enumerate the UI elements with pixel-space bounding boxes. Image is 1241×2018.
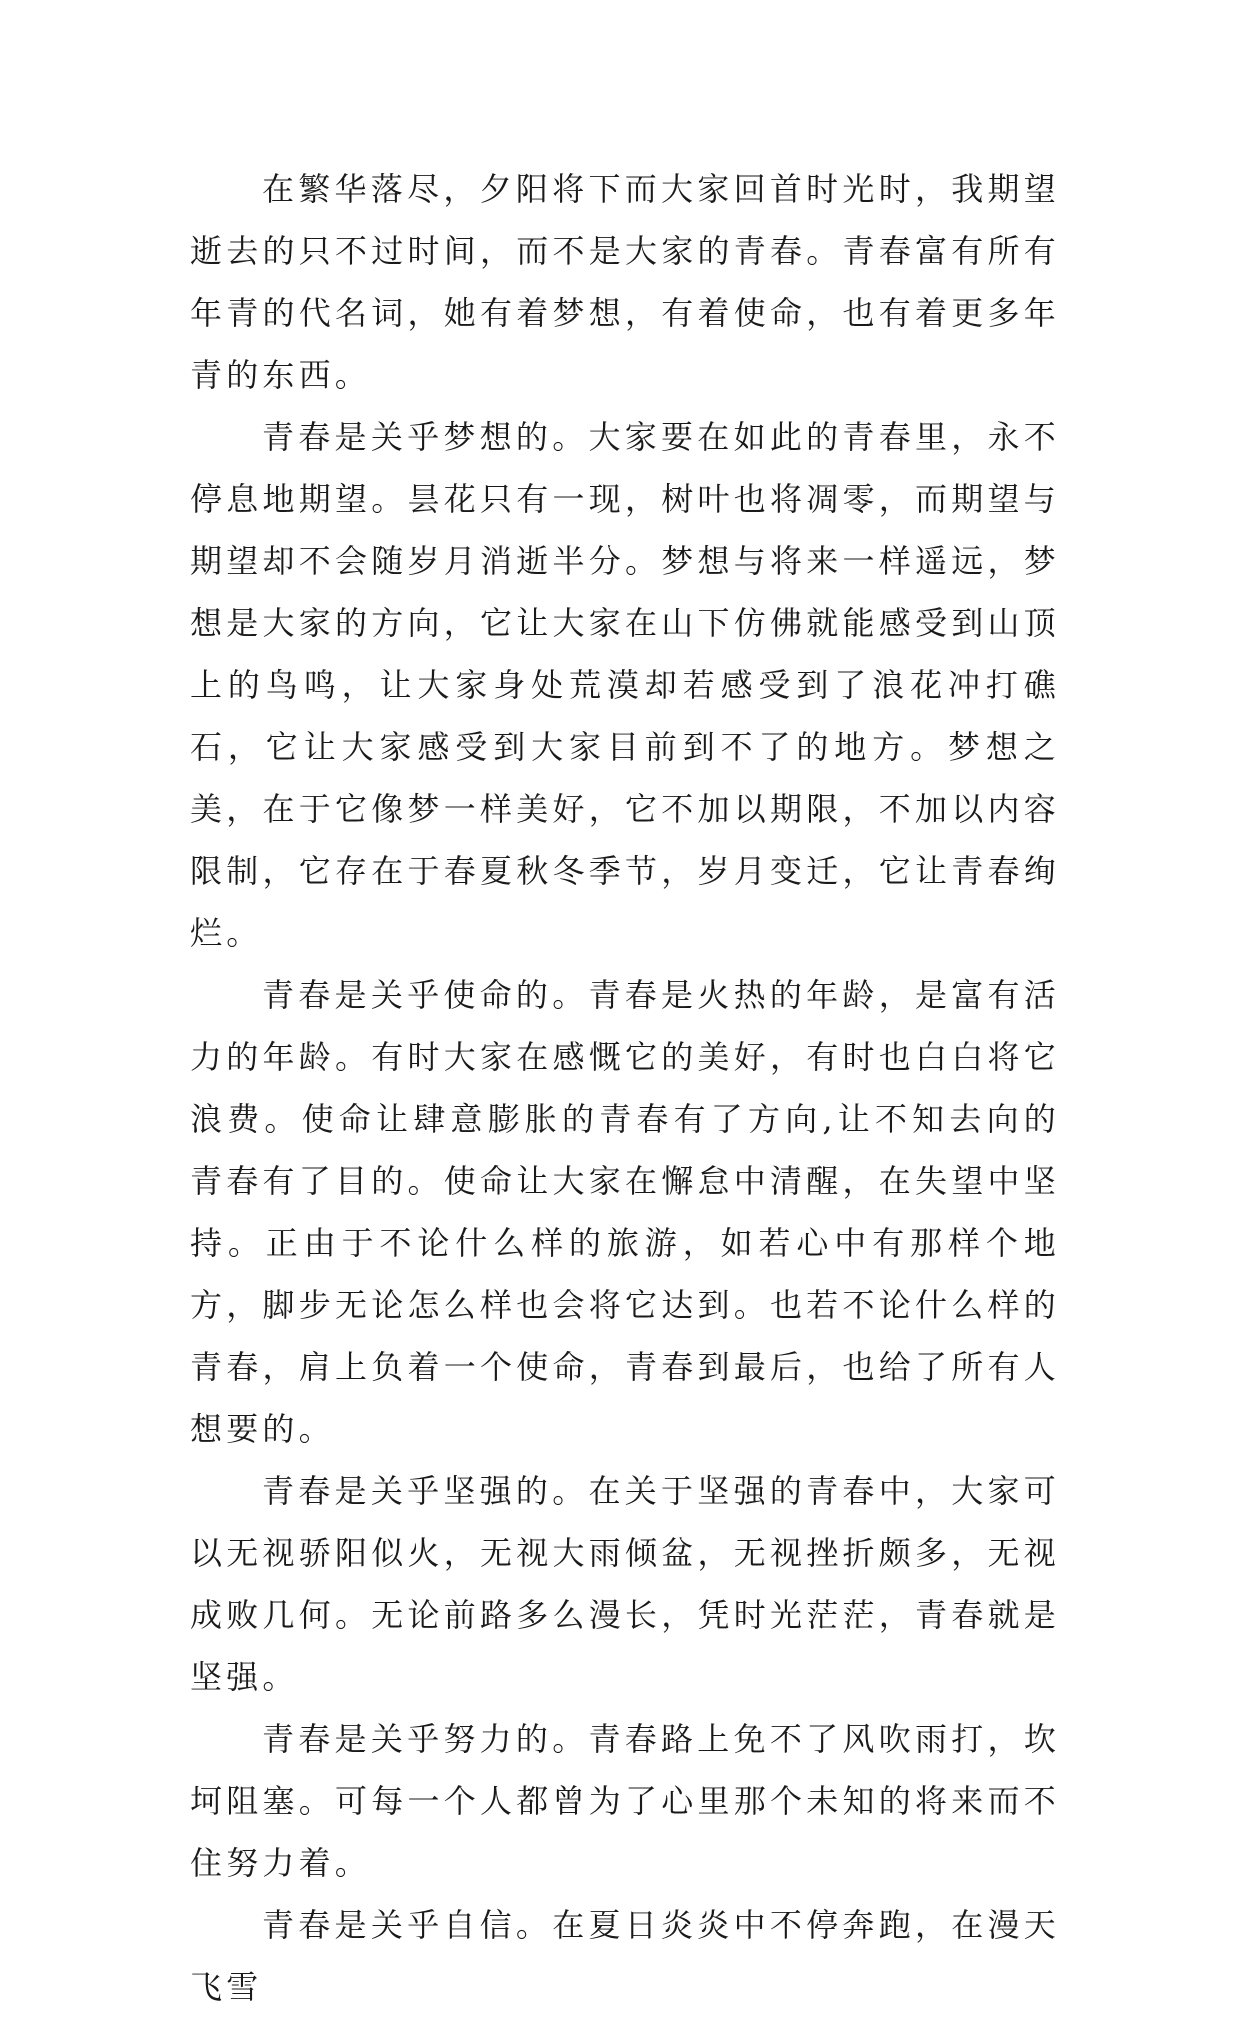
- paragraph-intro: 在繁华落尽，夕阳将下而大家回首时光时，我期望逝去的只不过时间，而不是大家的青春。青春富有所有年青的代名词，她有着梦想，有着使命，也有着更多年青的东西。: [190, 170, 1060, 394]
- document-body: [190, 158, 1060, 2018]
- paragraph-mission: 青春是关乎使命的。青春是火热的年龄，是富有活力的年龄。有时大家在感慨它的美好，有时也白白将它浪费。使命让肆意膨胀的青春有了方向,让不知去向的青春有了目的。使命让大家在懈怠中清醒，在失望中坚持。正由于不论什么样的旅游，如若心中有那样个地方，脚步无论怎么样也会将它达到。也若不论什么样的青春，肩上负着一个使命，青春到最后，也给了所有人想要的。: [190, 976, 1060, 1448]
- paragraph-confidence: 青春是关乎自信。在夏日炎炎中不停奔跑，在漫天飞雪: [190, 1906, 1060, 2006]
- paragraph-dream: 青春是关乎梦想的。大家要在如此的青春里，永不停息地期望。昙花只有一现，树叶也将凋零，而期望与期望却不会随岁月消逝半分。梦想与将来一样遥远，梦想是大家的方向，它让大家在山下仿佛就能感受到山顶上的鸟鸣，让大家身处荒漠却若感受到了浪花冲打礁石，它让大家感受到大家目前到不了的地方。梦想之美，在于它像梦一样美好，它不加以期限，不加以内容限制，它存在于春夏秋冬季节，岁月变迁，它让青春绚烂。: [190, 418, 1060, 952]
- paragraph-effort: 青春是关乎努力的。青春路上免不了风吹雨打，坎坷阻塞。可每一个人都曾为了心里那个未知的将来而不住努力着。: [190, 1720, 1060, 1882]
- paragraph-strength: 青春是关乎坚强的。在关于坚强的青春中，大家可以无视骄阳似火，无视大雨倾盆，无视挫折颇多，无视成败几何。无论前路多么漫长，凭时光茫茫，青春就是坚强。: [190, 1472, 1060, 1696]
